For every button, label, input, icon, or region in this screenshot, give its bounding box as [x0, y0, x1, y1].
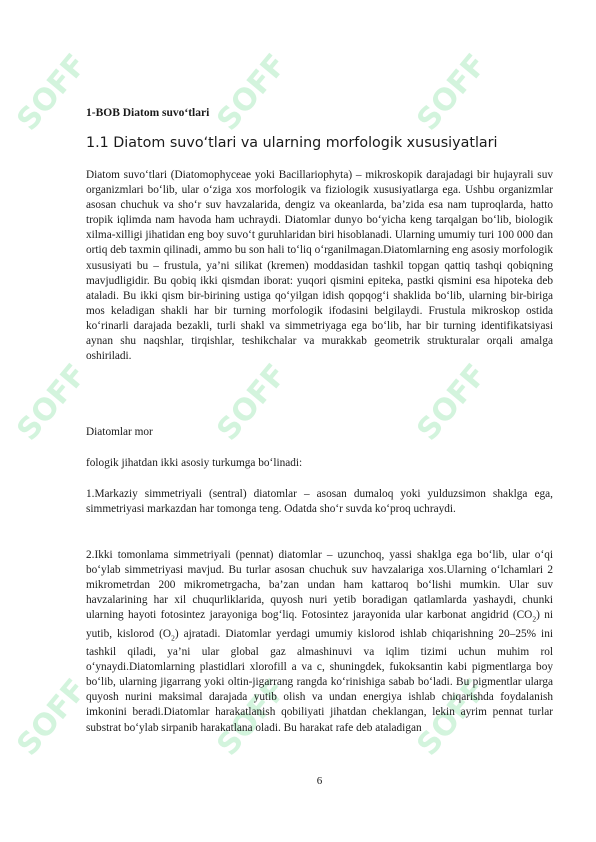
paragraph-classification: fologik jihatdan ikki asosiy turkumga bo‘linadi:: [86, 457, 303, 469]
paragraph-intro: Diatom suvo‘tlari (Diatomophyceae yoki Bacillariophyta) – mikroskopik darajadagi bir hujayrali suv organizmlari bo‘lib, ular o‘ziga xos morfologik va fiziologik xususiyatlarga ega. Ushbu organizmlar asosan chuchuk va sho‘r suv havzalarida, dengiz va okeanlarda, ba’zida esa nam tuproqlarda, hatto tropik iqlimda nam havoda ham uchraydi. Diatomlar dunyo bo‘yicha keng tarqalgan bo‘lib, biologik xilma-xilligi jihatidan eng boy suvo‘t guruhlaridan biri hisoblanadi. Ularning umumiy turi 100 000 dan ortiq deb taxmin qilinadi, ammo bu son hali to‘liq o‘rganilmagan.Diatomlarning eng asosiy morfologik xususiyati bu – frustula, ya’ni silikat (kremen) moddasidan tashkil topgan qattiq tashqi qobiqning mavjudligidir. Bu qobiq ikki qismdan iborat: yuqori qismini epiteka, pastki qismini esa hipoteka deb ataladi. Bu ikki qism bir-birining ustiga qo‘yilgan idish qopqog‘i shaklida bo‘lib, ularning bir-biriga mos keladigan shakli har bir turning morfologik ifodasini belgilaydi. Frustula mikroskop ostida ko‘rinarli darajada bezakli, turli shakl va simmetriyaga ega bo‘lib, har bir turning identifikatsiyasi aynan shu naqshlar, tirqishlar, teshikchalar va murakkab geometrik strukturalar orqali amalga oshiriladi.: [86, 169, 553, 363]
watermark: SOFF: [210, 47, 294, 138]
watermark: SOFF: [410, 672, 494, 763]
paragraph-text: ) ajratadi. Diatomlar yerdagi umumiy kislorod ishlab chiqarishning 20–25% ini tashkil qiladi, ya’ni ular global gaz almashinuvi va iqlim tizimi uchun muhim rol o‘ynaydi.Diatomlarning plastidlari xlorofill a va c, shuningdek, fukoksantin kabi pigmentlarga boy bo‘lib, ularning jigarrang yoki oltin-jigarrang rangda ko‘rinishiga sabab bo‘ladi. Bu pigmentlar ularga quyosh nurini maksimal darajada yutib olish va undan energiya ishlab chiqarishda foydalanish imkonini beradi.Diatomlar harakatlanish qobiliyati jihatdan cheklangan, lekin ayrim pennat turlar substrat bo‘ylab sirpanib harakatlana oladi. Bu harakat rafe deb ataladigan: [86, 627, 553, 734]
paragraph-pennate-diatoms: [86, 548, 553, 736]
watermark: SOFF: [10, 357, 94, 448]
page-number: 6: [316, 775, 323, 787]
watermark: SOFF: [410, 47, 494, 138]
chapter-title: 1-BOB Diatom suvo‘tlari: [86, 107, 210, 119]
watermark: SOFF: [10, 47, 94, 138]
watermark: SOFF: [10, 672, 94, 763]
watermark: SOFF: [210, 672, 294, 763]
paragraph-text: 2.Ikki tomonlama simmetriyali (pennat) diatomlar – uzunchoq, yassi shaklga ega bo‘lib, ular o‘qi bo‘ylab simmetriyasi mavjud. Bu turlar asosan chuchuk suv havzalariga xos.Ularning o‘lchamlari 2 mikrometrdan 200 mikrometrgacha, ba’zan undan ham kattaroq bo‘lishi mumkin. Ular suv havzalarining har xil chuqurliklarida, quyosh nuri yetib boradigan qatlamlarda yashaydi, chunki ularning hayoti fotosintez jarayoniga bog‘liq. Fotosintez jarayonida ular karbonat angidrid (CO: [86, 549, 553, 622]
watermark: SOFF: [210, 357, 294, 448]
subscript: 2: [532, 614, 537, 624]
paragraph-fragment: Diatomlar mor: [86, 426, 153, 438]
paragraph-text: ) ni yutib, kislorod (O: [86, 609, 553, 640]
watermark: SOFF: [410, 357, 494, 448]
section-heading: 1.1 Diatom suvo‘tlari va ularning morfologik xususiyatlari: [86, 135, 498, 151]
subscript: 2: [171, 632, 175, 642]
paragraph-central-diatoms: 1.Markaziy simmetriyali (sentral) diatomlar – asosan dumaloq yoki yulduzsimon shaklga ega, simmetriyasi markazdan har tomonga teng. Odatda sho‘r suvda ko‘proq uchraydi.: [86, 488, 553, 516]
